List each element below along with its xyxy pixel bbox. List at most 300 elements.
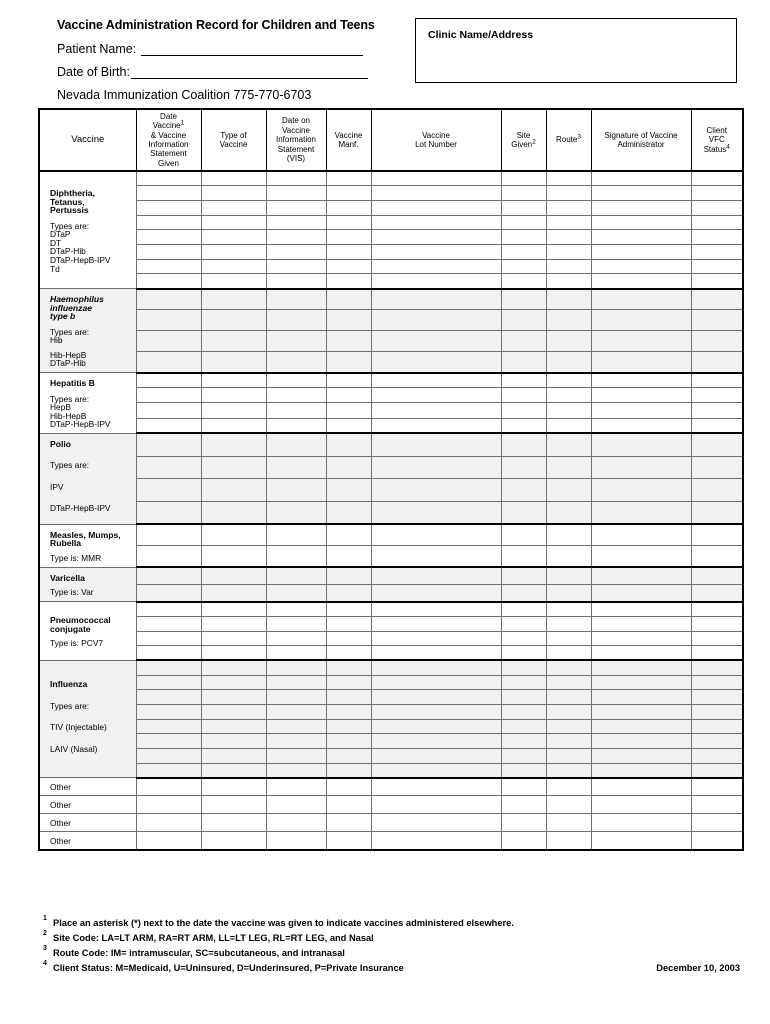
entry-cell-client-vfc-status[interactable] <box>691 660 743 675</box>
entry-cell-signature[interactable] <box>591 734 691 749</box>
entry-cell-date-on-vis[interactable] <box>266 310 326 331</box>
entry-cell-client-vfc-status[interactable] <box>691 631 743 646</box>
entry-cell-vaccine-manf[interactable] <box>326 373 371 388</box>
entry-cell-vaccine-manf[interactable] <box>326 616 371 631</box>
entry-cell-route[interactable] <box>546 186 591 201</box>
entry-cell-date-vis-given[interactable] <box>136 259 201 274</box>
entry-cell-signature[interactable] <box>591 524 691 546</box>
entry-cell-vaccine-manf[interactable] <box>326 274 371 289</box>
entry-cell-vaccine-lot-number[interactable] <box>371 763 501 778</box>
entry-cell-site-given[interactable] <box>501 616 546 631</box>
entry-cell-vaccine-lot-number[interactable] <box>371 230 501 245</box>
entry-cell-date-vis-given[interactable] <box>136 567 201 584</box>
entry-cell-client-vfc-status[interactable] <box>691 602 743 617</box>
entry-cell-vaccine-lot-number[interactable] <box>371 186 501 201</box>
entry-cell-date-vis-given[interactable] <box>136 310 201 331</box>
entry-cell-date-on-vis[interactable] <box>266 274 326 289</box>
entry-cell-route[interactable] <box>546 433 591 456</box>
entry-cell-site-given[interactable] <box>501 814 546 832</box>
entry-cell-client-vfc-status[interactable] <box>691 763 743 778</box>
other-row-label-cell[interactable] <box>39 796 136 814</box>
entry-cell-signature[interactable] <box>591 704 691 719</box>
entry-cell-vaccine-manf[interactable] <box>326 186 371 201</box>
entry-cell-type-of-vaccine[interactable] <box>201 763 266 778</box>
entry-cell-date-vis-given[interactable] <box>136 418 201 433</box>
entry-cell-route[interactable] <box>546 763 591 778</box>
entry-cell-vaccine-manf[interactable] <box>326 675 371 690</box>
entry-cell-signature[interactable] <box>591 403 691 418</box>
entry-cell-route[interactable] <box>546 832 591 850</box>
entry-cell-vaccine-manf[interactable] <box>326 734 371 749</box>
entry-cell-vaccine-manf[interactable] <box>326 200 371 215</box>
entry-cell-signature[interactable] <box>591 186 691 201</box>
entry-cell-vaccine-manf[interactable] <box>326 778 371 796</box>
entry-cell-type-of-vaccine[interactable] <box>201 584 266 601</box>
entry-cell-type-of-vaccine[interactable] <box>201 719 266 734</box>
entry-cell-type-of-vaccine[interactable] <box>201 289 266 310</box>
entry-cell-route[interactable] <box>546 289 591 310</box>
entry-cell-date-on-vis[interactable] <box>266 171 326 186</box>
entry-cell-date-vis-given[interactable] <box>136 433 201 456</box>
entry-cell-vaccine-lot-number[interactable] <box>371 690 501 705</box>
entry-cell-type-of-vaccine[interactable] <box>201 200 266 215</box>
entry-cell-date-on-vis[interactable] <box>266 763 326 778</box>
entry-cell-type-of-vaccine[interactable] <box>201 403 266 418</box>
entry-cell-client-vfc-status[interactable] <box>691 456 743 479</box>
entry-cell-vaccine-lot-number[interactable] <box>371 479 501 502</box>
entry-cell-type-of-vaccine[interactable] <box>201 244 266 259</box>
entry-cell-route[interactable] <box>546 616 591 631</box>
entry-cell-site-given[interactable] <box>501 631 546 646</box>
entry-cell-site-given[interactable] <box>501 567 546 584</box>
entry-cell-vaccine-manf[interactable] <box>326 403 371 418</box>
entry-cell-signature[interactable] <box>591 763 691 778</box>
entry-cell-type-of-vaccine[interactable] <box>201 418 266 433</box>
entry-cell-site-given[interactable] <box>501 501 546 524</box>
entry-cell-route[interactable] <box>546 796 591 814</box>
entry-cell-signature[interactable] <box>591 660 691 675</box>
clinic-name-address-box[interactable] <box>415 18 737 83</box>
entry-cell-vaccine-manf[interactable] <box>326 631 371 646</box>
entry-cell-route[interactable] <box>546 660 591 675</box>
entry-cell-date-vis-given[interactable] <box>136 456 201 479</box>
entry-cell-route[interactable] <box>546 749 591 764</box>
entry-cell-signature[interactable] <box>591 274 691 289</box>
entry-cell-signature[interactable] <box>591 418 691 433</box>
entry-cell-client-vfc-status[interactable] <box>691 373 743 388</box>
entry-cell-signature[interactable] <box>591 373 691 388</box>
entry-cell-client-vfc-status[interactable] <box>691 171 743 186</box>
entry-cell-route[interactable] <box>546 631 591 646</box>
entry-cell-route[interactable] <box>546 778 591 796</box>
entry-cell-vaccine-manf[interactable] <box>326 215 371 230</box>
entry-cell-date-vis-given[interactable] <box>136 646 201 661</box>
entry-cell-site-given[interactable] <box>501 418 546 433</box>
entry-cell-vaccine-manf[interactable] <box>326 433 371 456</box>
entry-cell-site-given[interactable] <box>501 259 546 274</box>
entry-cell-signature[interactable] <box>591 501 691 524</box>
entry-cell-type-of-vaccine[interactable] <box>201 433 266 456</box>
entry-cell-date-vis-given[interactable] <box>136 832 201 850</box>
entry-cell-vaccine-manf[interactable] <box>326 567 371 584</box>
entry-cell-type-of-vaccine[interactable] <box>201 660 266 675</box>
entry-cell-date-on-vis[interactable] <box>266 796 326 814</box>
entry-cell-vaccine-lot-number[interactable] <box>371 200 501 215</box>
entry-cell-vaccine-lot-number[interactable] <box>371 403 501 418</box>
entry-cell-site-given[interactable] <box>501 524 546 546</box>
entry-cell-vaccine-manf[interactable] <box>326 479 371 502</box>
entry-cell-date-vis-given[interactable] <box>136 631 201 646</box>
entry-cell-type-of-vaccine[interactable] <box>201 796 266 814</box>
entry-cell-vaccine-lot-number[interactable] <box>371 675 501 690</box>
entry-cell-route[interactable] <box>546 814 591 832</box>
entry-cell-site-given[interactable] <box>501 584 546 601</box>
entry-cell-vaccine-lot-number[interactable] <box>371 331 501 352</box>
entry-cell-client-vfc-status[interactable] <box>691 675 743 690</box>
entry-cell-signature[interactable] <box>591 719 691 734</box>
entry-cell-date-on-vis[interactable] <box>266 567 326 584</box>
entry-cell-date-vis-given[interactable] <box>136 584 201 601</box>
entry-cell-vaccine-lot-number[interactable] <box>371 814 501 832</box>
entry-cell-site-given[interactable] <box>501 749 546 764</box>
entry-cell-date-on-vis[interactable] <box>266 289 326 310</box>
entry-cell-site-given[interactable] <box>501 289 546 310</box>
entry-cell-type-of-vaccine[interactable] <box>201 778 266 796</box>
entry-cell-vaccine-lot-number[interactable] <box>371 796 501 814</box>
entry-cell-route[interactable] <box>546 584 591 601</box>
entry-cell-date-on-vis[interactable] <box>266 479 326 502</box>
entry-cell-vaccine-manf[interactable] <box>326 602 371 617</box>
entry-cell-type-of-vaccine[interactable] <box>201 675 266 690</box>
entry-cell-client-vfc-status[interactable] <box>691 479 743 502</box>
entry-cell-date-on-vis[interactable] <box>266 501 326 524</box>
entry-cell-type-of-vaccine[interactable] <box>201 602 266 617</box>
entry-cell-site-given[interactable] <box>501 778 546 796</box>
entry-cell-route[interactable] <box>546 675 591 690</box>
entry-cell-route[interactable] <box>546 403 591 418</box>
entry-cell-client-vfc-status[interactable] <box>691 259 743 274</box>
entry-cell-site-given[interactable] <box>501 373 546 388</box>
entry-cell-client-vfc-status[interactable] <box>691 546 743 568</box>
entry-cell-route[interactable] <box>546 244 591 259</box>
entry-cell-client-vfc-status[interactable] <box>691 200 743 215</box>
entry-cell-vaccine-lot-number[interactable] <box>371 215 501 230</box>
entry-cell-client-vfc-status[interactable] <box>691 524 743 546</box>
entry-cell-date-vis-given[interactable] <box>136 403 201 418</box>
entry-cell-type-of-vaccine[interactable] <box>201 352 266 373</box>
entry-cell-vaccine-lot-number[interactable] <box>371 832 501 850</box>
entry-cell-site-given[interactable] <box>501 763 546 778</box>
entry-cell-signature[interactable] <box>591 289 691 310</box>
entry-cell-client-vfc-status[interactable] <box>691 796 743 814</box>
entry-cell-vaccine-manf[interactable] <box>326 690 371 705</box>
entry-cell-date-vis-given[interactable] <box>136 602 201 617</box>
entry-cell-type-of-vaccine[interactable] <box>201 546 266 568</box>
entry-cell-site-given[interactable] <box>501 186 546 201</box>
entry-cell-type-of-vaccine[interactable] <box>201 631 266 646</box>
entry-cell-type-of-vaccine[interactable] <box>201 501 266 524</box>
entry-cell-client-vfc-status[interactable] <box>691 215 743 230</box>
entry-cell-type-of-vaccine[interactable] <box>201 524 266 546</box>
entry-cell-route[interactable] <box>546 479 591 502</box>
entry-cell-client-vfc-status[interactable] <box>691 749 743 764</box>
entry-cell-client-vfc-status[interactable] <box>691 331 743 352</box>
entry-cell-client-vfc-status[interactable] <box>691 832 743 850</box>
entry-cell-client-vfc-status[interactable] <box>691 704 743 719</box>
entry-cell-date-on-vis[interactable] <box>266 215 326 230</box>
entry-cell-date-vis-given[interactable] <box>136 546 201 568</box>
entry-cell-type-of-vaccine[interactable] <box>201 171 266 186</box>
entry-cell-vaccine-lot-number[interactable] <box>371 352 501 373</box>
entry-cell-vaccine-lot-number[interactable] <box>371 584 501 601</box>
entry-cell-signature[interactable] <box>591 456 691 479</box>
entry-cell-vaccine-manf[interactable] <box>326 171 371 186</box>
entry-cell-vaccine-lot-number[interactable] <box>371 646 501 661</box>
entry-cell-date-vis-given[interactable] <box>136 230 201 245</box>
entry-cell-date-vis-given[interactable] <box>136 814 201 832</box>
entry-cell-type-of-vaccine[interactable] <box>201 186 266 201</box>
entry-cell-date-vis-given[interactable] <box>136 675 201 690</box>
entry-cell-route[interactable] <box>546 171 591 186</box>
entry-cell-site-given[interactable] <box>501 200 546 215</box>
entry-cell-date-on-vis[interactable] <box>266 524 326 546</box>
entry-cell-date-vis-given[interactable] <box>136 215 201 230</box>
entry-cell-date-on-vis[interactable] <box>266 200 326 215</box>
entry-cell-route[interactable] <box>546 719 591 734</box>
entry-cell-route[interactable] <box>546 331 591 352</box>
entry-cell-date-vis-given[interactable] <box>136 749 201 764</box>
entry-cell-site-given[interactable] <box>501 331 546 352</box>
entry-cell-signature[interactable] <box>591 814 691 832</box>
entry-cell-vaccine-lot-number[interactable] <box>371 171 501 186</box>
entry-cell-date-on-vis[interactable] <box>266 660 326 675</box>
other-row-label-cell[interactable] <box>39 814 136 832</box>
entry-cell-date-on-vis[interactable] <box>266 331 326 352</box>
entry-cell-date-on-vis[interactable] <box>266 388 326 403</box>
entry-cell-date-vis-given[interactable] <box>136 479 201 502</box>
entry-cell-vaccine-manf[interactable] <box>326 331 371 352</box>
entry-cell-type-of-vaccine[interactable] <box>201 690 266 705</box>
entry-cell-type-of-vaccine[interactable] <box>201 331 266 352</box>
entry-cell-vaccine-manf[interactable] <box>326 704 371 719</box>
entry-cell-date-vis-given[interactable] <box>136 501 201 524</box>
entry-cell-signature[interactable] <box>591 200 691 215</box>
entry-cell-signature[interactable] <box>591 244 691 259</box>
entry-cell-site-given[interactable] <box>501 646 546 661</box>
entry-cell-signature[interactable] <box>591 616 691 631</box>
entry-cell-route[interactable] <box>546 546 591 568</box>
entry-cell-site-given[interactable] <box>501 546 546 568</box>
entry-cell-signature[interactable] <box>591 567 691 584</box>
entry-cell-date-on-vis[interactable] <box>266 690 326 705</box>
entry-cell-client-vfc-status[interactable] <box>691 814 743 832</box>
entry-cell-date-vis-given[interactable] <box>136 373 201 388</box>
entry-cell-date-on-vis[interactable] <box>266 403 326 418</box>
entry-cell-client-vfc-status[interactable] <box>691 274 743 289</box>
entry-cell-type-of-vaccine[interactable] <box>201 479 266 502</box>
entry-cell-signature[interactable] <box>591 331 691 352</box>
entry-cell-client-vfc-status[interactable] <box>691 616 743 631</box>
entry-cell-date-on-vis[interactable] <box>266 616 326 631</box>
entry-cell-route[interactable] <box>546 704 591 719</box>
entry-cell-date-vis-given[interactable] <box>136 690 201 705</box>
entry-cell-vaccine-lot-number[interactable] <box>371 602 501 617</box>
entry-cell-date-vis-given[interactable] <box>136 388 201 403</box>
entry-cell-date-on-vis[interactable] <box>266 230 326 245</box>
entry-cell-route[interactable] <box>546 388 591 403</box>
entry-cell-date-on-vis[interactable] <box>266 778 326 796</box>
entry-cell-date-on-vis[interactable] <box>266 675 326 690</box>
entry-cell-signature[interactable] <box>591 675 691 690</box>
entry-cell-vaccine-lot-number[interactable] <box>371 631 501 646</box>
entry-cell-date-on-vis[interactable] <box>266 244 326 259</box>
entry-cell-site-given[interactable] <box>501 433 546 456</box>
entry-cell-type-of-vaccine[interactable] <box>201 814 266 832</box>
entry-cell-route[interactable] <box>546 501 591 524</box>
entry-cell-site-given[interactable] <box>501 456 546 479</box>
entry-cell-client-vfc-status[interactable] <box>691 501 743 524</box>
entry-cell-vaccine-lot-number[interactable] <box>371 719 501 734</box>
entry-cell-site-given[interactable] <box>501 352 546 373</box>
entry-cell-signature[interactable] <box>591 631 691 646</box>
entry-cell-client-vfc-status[interactable] <box>691 433 743 456</box>
entry-cell-site-given[interactable] <box>501 479 546 502</box>
entry-cell-site-given[interactable] <box>501 388 546 403</box>
entry-cell-signature[interactable] <box>591 832 691 850</box>
entry-cell-vaccine-lot-number[interactable] <box>371 418 501 433</box>
entry-cell-client-vfc-status[interactable] <box>691 778 743 796</box>
entry-cell-date-on-vis[interactable] <box>266 719 326 734</box>
entry-cell-signature[interactable] <box>591 749 691 764</box>
entry-cell-vaccine-manf[interactable] <box>326 524 371 546</box>
entry-cell-date-vis-given[interactable] <box>136 200 201 215</box>
entry-cell-date-vis-given[interactable] <box>136 704 201 719</box>
entry-cell-date-on-vis[interactable] <box>266 602 326 617</box>
entry-cell-signature[interactable] <box>591 388 691 403</box>
entry-cell-client-vfc-status[interactable] <box>691 310 743 331</box>
entry-cell-site-given[interactable] <box>501 602 546 617</box>
entry-cell-vaccine-lot-number[interactable] <box>371 310 501 331</box>
entry-cell-signature[interactable] <box>591 646 691 661</box>
entry-cell-date-vis-given[interactable] <box>136 331 201 352</box>
entry-cell-route[interactable] <box>546 690 591 705</box>
entry-cell-site-given[interactable] <box>501 690 546 705</box>
entry-cell-date-on-vis[interactable] <box>266 456 326 479</box>
entry-cell-date-vis-given[interactable] <box>136 244 201 259</box>
entry-cell-type-of-vaccine[interactable] <box>201 274 266 289</box>
entry-cell-vaccine-lot-number[interactable] <box>371 734 501 749</box>
entry-cell-vaccine-manf[interactable] <box>326 584 371 601</box>
entry-cell-signature[interactable] <box>591 352 691 373</box>
entry-cell-route[interactable] <box>546 274 591 289</box>
entry-cell-signature[interactable] <box>591 479 691 502</box>
entry-cell-type-of-vaccine[interactable] <box>201 310 266 331</box>
entry-cell-vaccine-lot-number[interactable] <box>371 274 501 289</box>
entry-cell-type-of-vaccine[interactable] <box>201 704 266 719</box>
entry-cell-date-on-vis[interactable] <box>266 546 326 568</box>
entry-cell-route[interactable] <box>546 215 591 230</box>
entry-cell-vaccine-manf[interactable] <box>326 749 371 764</box>
entry-cell-route[interactable] <box>546 456 591 479</box>
entry-cell-vaccine-manf[interactable] <box>326 501 371 524</box>
entry-cell-vaccine-lot-number[interactable] <box>371 289 501 310</box>
entry-cell-signature[interactable] <box>591 584 691 601</box>
entry-cell-client-vfc-status[interactable] <box>691 734 743 749</box>
entry-cell-date-on-vis[interactable] <box>266 734 326 749</box>
entry-cell-date-vis-given[interactable] <box>136 289 201 310</box>
entry-cell-date-on-vis[interactable] <box>266 418 326 433</box>
entry-cell-date-on-vis[interactable] <box>266 832 326 850</box>
entry-cell-vaccine-manf[interactable] <box>326 832 371 850</box>
entry-cell-vaccine-manf[interactable] <box>326 352 371 373</box>
entry-cell-type-of-vaccine[interactable] <box>201 259 266 274</box>
entry-cell-date-vis-given[interactable] <box>136 660 201 675</box>
entry-cell-signature[interactable] <box>591 796 691 814</box>
entry-cell-date-vis-given[interactable] <box>136 274 201 289</box>
entry-cell-signature[interactable] <box>591 602 691 617</box>
entry-cell-vaccine-manf[interactable] <box>326 259 371 274</box>
entry-cell-vaccine-manf[interactable] <box>326 763 371 778</box>
entry-cell-signature[interactable] <box>591 433 691 456</box>
date-of-birth-input[interactable] <box>131 66 368 79</box>
entry-cell-vaccine-lot-number[interactable] <box>371 456 501 479</box>
other-row-label-cell[interactable] <box>39 778 136 796</box>
entry-cell-site-given[interactable] <box>501 660 546 675</box>
entry-cell-site-given[interactable] <box>501 675 546 690</box>
entry-cell-vaccine-lot-number[interactable] <box>371 433 501 456</box>
entry-cell-date-vis-given[interactable] <box>136 734 201 749</box>
entry-cell-site-given[interactable] <box>501 274 546 289</box>
entry-cell-vaccine-manf[interactable] <box>326 289 371 310</box>
entry-cell-date-on-vis[interactable] <box>266 631 326 646</box>
entry-cell-client-vfc-status[interactable] <box>691 289 743 310</box>
entry-cell-signature[interactable] <box>591 778 691 796</box>
entry-cell-vaccine-manf[interactable] <box>326 719 371 734</box>
entry-cell-client-vfc-status[interactable] <box>691 690 743 705</box>
entry-cell-vaccine-manf[interactable] <box>326 660 371 675</box>
entry-cell-vaccine-lot-number[interactable] <box>371 616 501 631</box>
entry-cell-client-vfc-status[interactable] <box>691 567 743 584</box>
entry-cell-vaccine-manf[interactable] <box>326 646 371 661</box>
entry-cell-signature[interactable] <box>591 259 691 274</box>
entry-cell-client-vfc-status[interactable] <box>691 230 743 245</box>
entry-cell-vaccine-lot-number[interactable] <box>371 388 501 403</box>
entry-cell-client-vfc-status[interactable] <box>691 388 743 403</box>
entry-cell-vaccine-lot-number[interactable] <box>371 244 501 259</box>
entry-cell-date-vis-given[interactable] <box>136 616 201 631</box>
entry-cell-date-vis-given[interactable] <box>136 796 201 814</box>
entry-cell-signature[interactable] <box>591 215 691 230</box>
entry-cell-site-given[interactable] <box>501 171 546 186</box>
entry-cell-signature[interactable] <box>591 230 691 245</box>
entry-cell-date-on-vis[interactable] <box>266 704 326 719</box>
entry-cell-site-given[interactable] <box>501 832 546 850</box>
entry-cell-route[interactable] <box>546 567 591 584</box>
entry-cell-vaccine-manf[interactable] <box>326 310 371 331</box>
entry-cell-type-of-vaccine[interactable] <box>201 388 266 403</box>
entry-cell-vaccine-lot-number[interactable] <box>371 704 501 719</box>
entry-cell-route[interactable] <box>546 200 591 215</box>
entry-cell-client-vfc-status[interactable] <box>691 244 743 259</box>
entry-cell-route[interactable] <box>546 524 591 546</box>
entry-cell-type-of-vaccine[interactable] <box>201 832 266 850</box>
entry-cell-client-vfc-status[interactable] <box>691 584 743 601</box>
entry-cell-date-on-vis[interactable] <box>266 814 326 832</box>
entry-cell-route[interactable] <box>546 646 591 661</box>
entry-cell-vaccine-lot-number[interactable] <box>371 373 501 388</box>
entry-cell-date-vis-given[interactable] <box>136 186 201 201</box>
entry-cell-client-vfc-status[interactable] <box>691 646 743 661</box>
